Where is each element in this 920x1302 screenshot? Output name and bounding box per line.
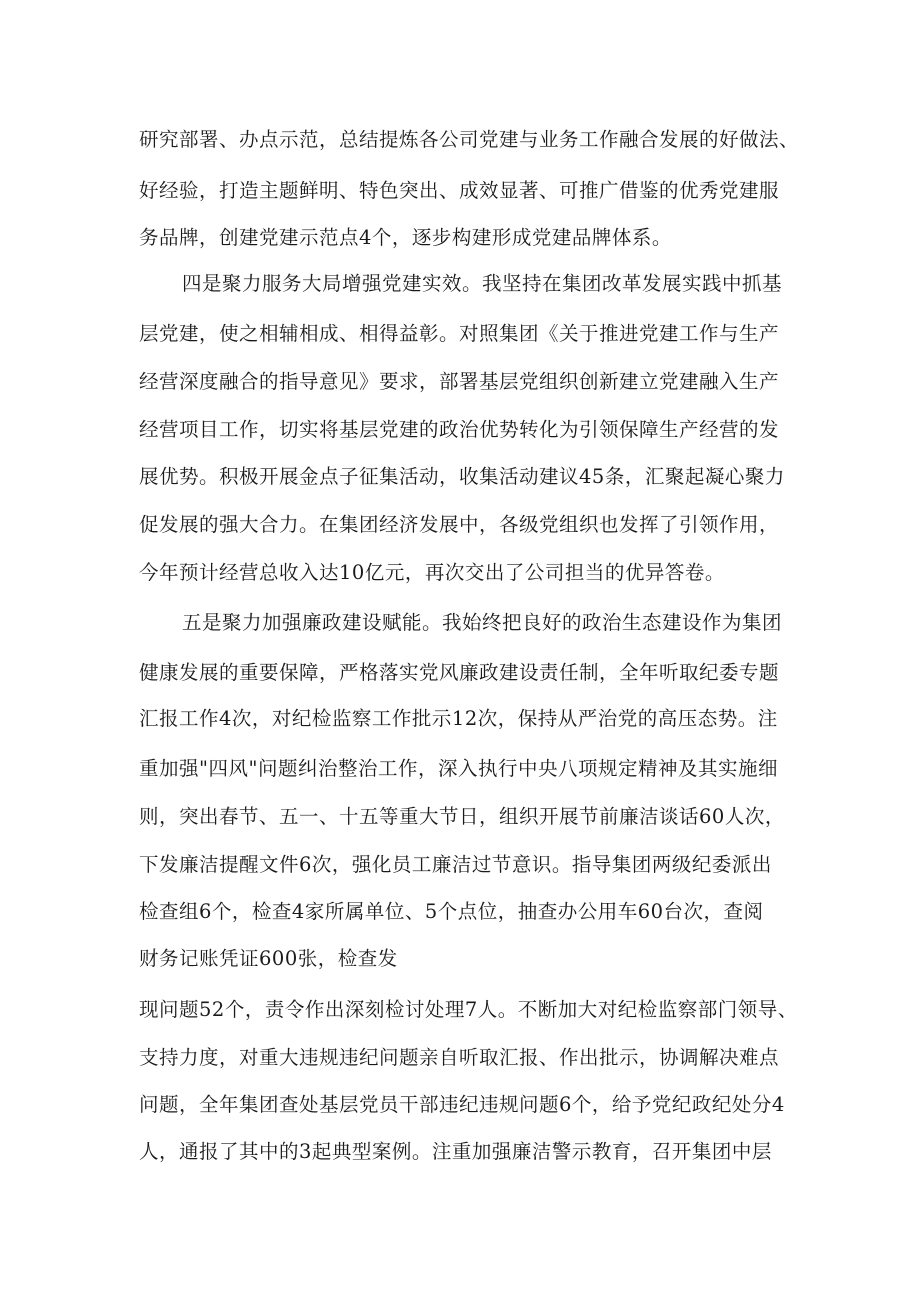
- text-line: 则，突出春节、五一、十五等重大节日，组织开展节前廉洁谈话60人次，: [139, 805, 785, 828]
- text-line: 汇报工作4次，对纪检监察工作批示12次，保持从严治党的高压态势。注: [139, 707, 778, 730]
- text-line: 好经验，打造主题鲜明、特色突出、成效显著、可推广借鉴的优秀党建服: [139, 179, 780, 202]
- paragraph-four-heading-line: 四是聚力服务大局增强党建实效。我坚持在集团改革发展实践中抓基: [182, 272, 783, 295]
- text-line: 经营项目工作，切实将基层党建的政治优势转化为引领保障生产经营的发: [139, 418, 780, 441]
- text-line: 问题，全年集团查处基层党员干部违纪违规问题6个，给予党纪政纪处分4: [139, 1093, 785, 1116]
- text-line: 展优势。积极开展金点子征集活动，收集活动建议45条，汇聚起凝心聚力: [139, 465, 785, 488]
- text-line: 经营深度融合的指导意见》要求，部署基层党组织创新建立党建融入生产: [139, 370, 780, 393]
- text-line: 财务记账凭证600张，检查发: [139, 947, 398, 970]
- text-line: 务品牌，创建党建示范点4个，逐步构建形成党建品牌体系。: [139, 226, 672, 249]
- text-line: 今年预计经营总收入达10亿元，再次交出了公司担当的优异答卷。: [139, 561, 725, 584]
- text-line: 人，通报了其中的3起典型案例。注重加强廉洁警示教育，召开集团中层: [139, 1140, 772, 1163]
- paragraph-five-heading-line: 五是聚力加强廉政建设赋能。我始终把良好的政治生态建设作为集团: [182, 611, 783, 634]
- text-line: 促发展的强大合力。在集团经济发展中，各级党组织也发挥了引领作用，: [139, 513, 780, 536]
- text-line: 现问题52个，责令作出深刻检讨处理7人。不断加大对纪检监察部门领导、: [139, 998, 798, 1021]
- text-line: 健康发展的重要保障，严格落实党风廉政建设责任制，全年听取纪委专题: [139, 661, 780, 684]
- text-line: 检查组6个，检查4家所属单位、5个点位，抽查办公用车60台次，查阅: [139, 900, 764, 923]
- text-line: 下发廉洁提醒文件6次，强化员工廉洁过节意识。指导集团两级纪委派出: [139, 853, 772, 876]
- text-line: 研究部署、办点示范，总结提炼各公司党建与业务工作融合发展的好做法、: [139, 128, 800, 151]
- text-line: 层党建，使之相辅相成、相得益彰。对照集团《关于推进党建工作与生产: [139, 322, 780, 345]
- text-line: 重加强"四风"问题纠治整治工作，深入执行中央八项规定精神及其实施细: [139, 757, 778, 780]
- text-line: 支持力度，对重大违规违纪问题亲自听取汇报、作出批示，协调解决难点: [139, 1046, 780, 1069]
